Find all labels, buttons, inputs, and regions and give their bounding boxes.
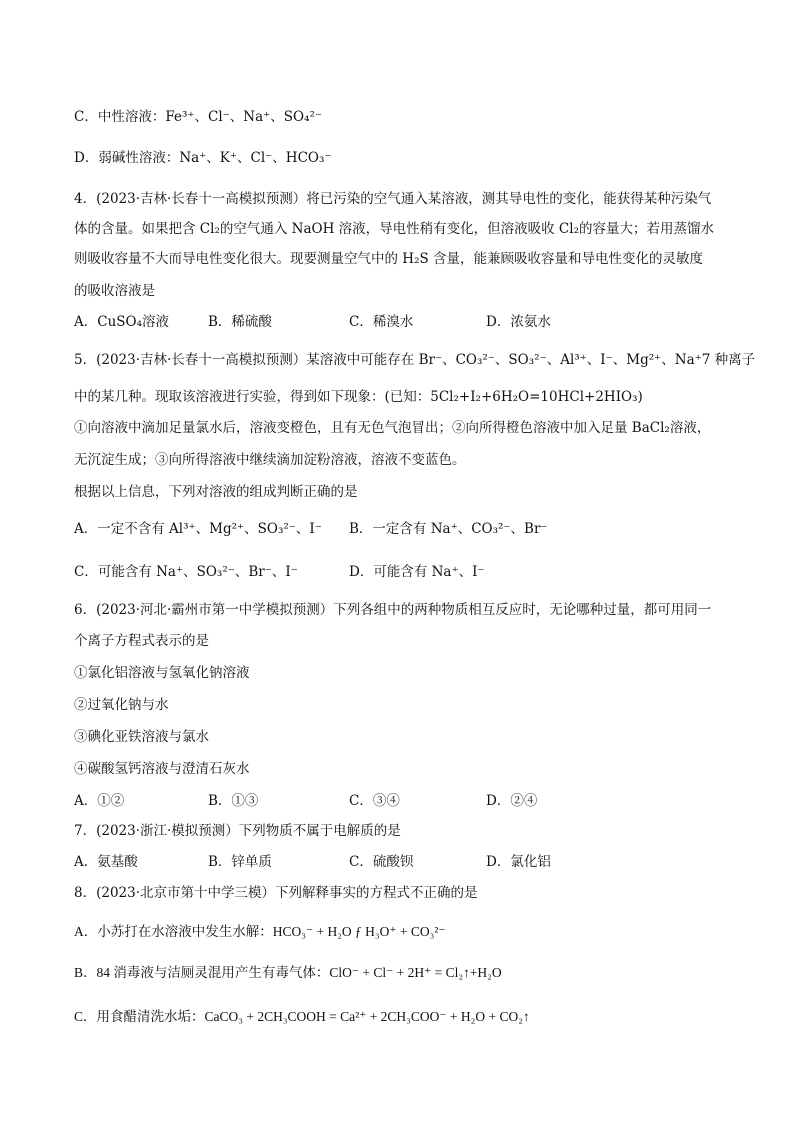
q3-option-d: D．弱碱性溶液：Na⁺、K⁺、Cl⁻、HCO₃⁻ [74, 150, 332, 166]
q6-item-3: ③碘化亚铁溶液与氯水 [74, 729, 209, 745]
q5-stem-line-4: 无沉淀生成；③向所得溶液中继续滴加淀粉溶液，溶液不变蓝色。 [74, 452, 466, 468]
q6-option-d: D．②④ [486, 793, 538, 809]
q3-option-c: C．中性溶液：Fe³⁺、Cl⁻、Na⁺、SO₄²⁻ [74, 109, 323, 125]
q4-stem-line-4: 的吸收溶液是 [74, 283, 155, 299]
q8-option-b: B．84 消毒液与洁厕灵混用产生有毒气体：ClO⁻ + Cl⁻ + 2H⁺ = Cl₂↑+H₂O [74, 965, 502, 980]
q5-option-c: C．可能含有 Na⁺、SO₃²⁻、Br⁻、I⁻ [74, 564, 298, 580]
q6-item-1: ①氯化铝溶液与氢氧化钠溶液 [74, 665, 250, 681]
q5-option-a: A．一定不含有 Al³⁺、Mg²⁺、SO₃²⁻、I⁻ [74, 521, 322, 537]
q7-option-d: D．氯化铝 [486, 854, 551, 870]
q4-option-c: C．稀溴水 [349, 314, 414, 330]
q6-item-2: ②过氧化钠与水 [74, 697, 169, 713]
q4-option-b: B．稀硫酸 [208, 314, 272, 330]
q5-stem-line-5: 根据以上信息，下列对溶液的组成判断正确的是 [74, 484, 358, 500]
q5-option-d: D．可能含有 Na⁺、I⁻ [349, 564, 485, 580]
q4-stem-line-3: 则吸收容量不大而导电性变化很大。现要测量空气中的 H₂S 含量，能兼顾吸收容量和导电性变化的灵敏度 [74, 251, 704, 267]
q6-option-a: A．①② [74, 793, 125, 809]
q6-stem-line-2: 个离子方程式表示的是 [74, 633, 209, 649]
q8-option-a: A．小苏打在水溶液中发生水解：HCO₃⁻ + H₂O ƒ H₃O⁺ + CO₃²⁻ [74, 924, 446, 939]
q4-option-d: D．浓氨水 [486, 314, 551, 330]
q6-item-4: ④碳酸氢钙溶液与澄清石灰水 [74, 761, 250, 777]
q8-stem: 8．(2023·北京市第十中学三模）下列解释事实的方程式不正确的是 [74, 885, 478, 901]
q7-option-a: A．氨基酸 [74, 854, 138, 870]
q4-option-a: A．CuSO₄溶液 [74, 314, 170, 330]
q6-stem-line-1: 6．(2023·河北·霸州市第一中学模拟预测）下列各组中的两种物质相互反应时，无论哪种过量，都可用同一 [74, 602, 712, 618]
q4-stem-line-2: 体的含量。如果把含 Cl₂的空气通入 NaOH 溶液，导电性稍有变化，但溶液吸收 Cl₂的容量大；若用蒸馏水 [74, 221, 714, 237]
q5-option-b: B．一定含有 Na⁺、CO₃²⁻、Br⁻ [349, 521, 548, 537]
q6-option-c: C．③④ [349, 793, 400, 809]
q4-stem-line-1: 4．(2023·吉林·长春十一高模拟预测）将已污染的空气通入某溶液，测其导电性的变化，能获得某种污染气 [74, 191, 712, 207]
q7-option-b: B．锌单质 [208, 854, 272, 870]
q6-option-b: B．①③ [208, 793, 259, 809]
q5-stem-line-1: 5．(2023·吉林·长春十一高模拟预测）某溶液中可能存在 Br⁻、CO₃²⁻、SO₃²⁻、Al³⁺、I⁻、Mg²⁺、Na⁺7 种离子 [74, 352, 756, 368]
q7-stem: 7．(2023·浙江·模拟预测）下列物质不属于电解质的是 [74, 823, 401, 839]
q7-option-c: C．硫酸钡 [349, 854, 414, 870]
q8-option-c: C．用食醋清洗水垢：CaCO₃ + 2CH₃COOH = Ca²⁺ + 2CH₃COO⁻ + H₂O + CO₂↑ [74, 1009, 530, 1024]
q5-stem-line-2: 中的某几种。现取该溶液进行实验，得到如下现象：(已知：5Cl₂+I₂+6H₂O=10HCl+2HIO₃) [74, 389, 643, 405]
q5-stem-line-3: ①向溶液中滴加足量氯水后，溶液变橙色，且有无色气泡冒出；②向所得橙色溶液中加入足量 BaCl₂溶液， [74, 420, 711, 436]
